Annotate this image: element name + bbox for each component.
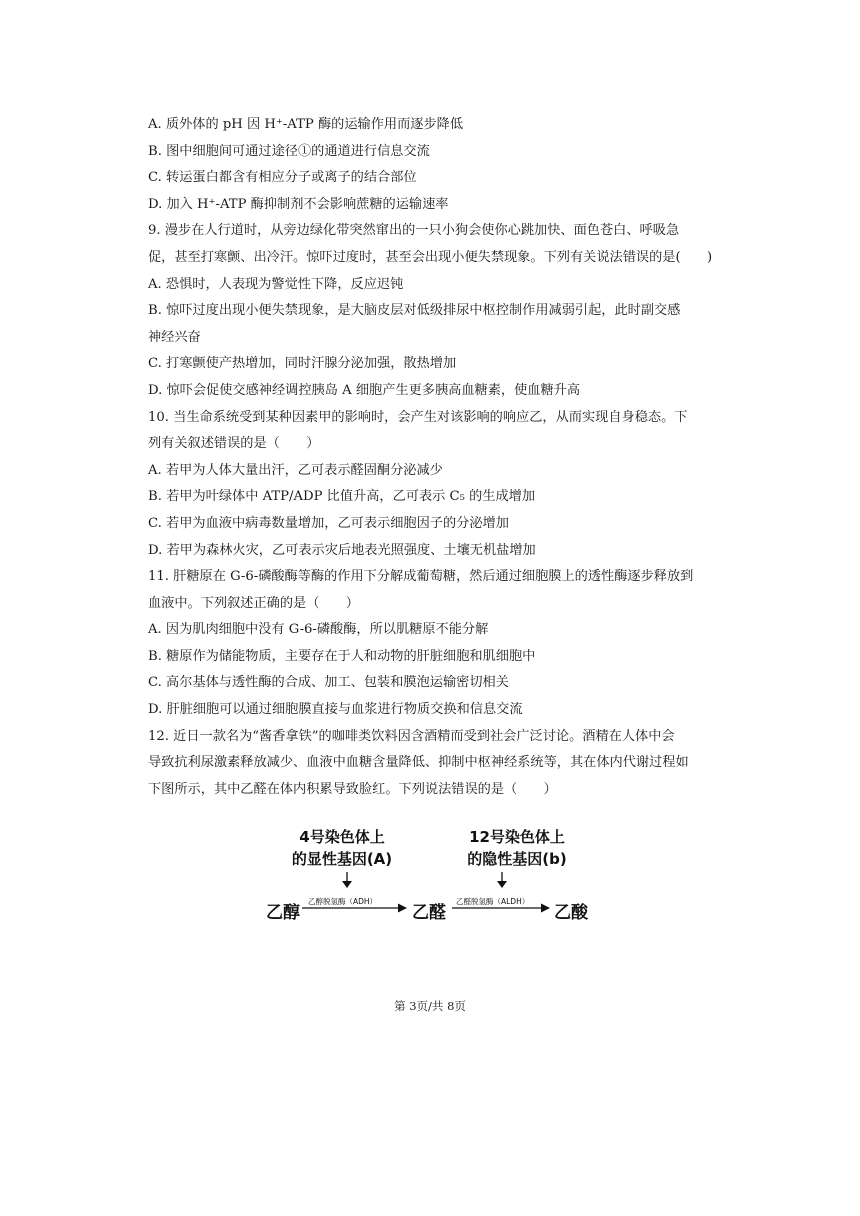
text-line: D. 若甲为森林火灾，乙可表示灾后地表光照强度、土壤无机盐增加 [148,542,536,558]
text-line: C. 若甲为血液中病毒数量增加，乙可表示细胞因子的分泌增加 [148,515,509,531]
text-line: B. 图中细胞间可通过途径①的通道进行信息交流 [148,143,430,159]
text-line: 下图所示，其中乙醛在体内积累导致脸红。下列说法错误的是（ ） [148,781,557,797]
acetaldehyde-node: 乙醛 [412,903,446,923]
gene-b-line1: 12号染色体上 [469,828,565,846]
text-line: 神经兴奋 [148,329,201,345]
enzyme-adh-label: 乙醇脱氢酶（ADH） [308,897,378,906]
text-line: C. 打寒颤使产热增加，同时汗腺分泌加强，散热增加 [148,356,457,372]
text-line: C. 转运蛋白都含有相应分子或离子的结合部位 [148,170,417,186]
text-line: 10. 当生命系统受到某种因素甲的影响时，会产生对该影响的响应乙，从而实现自身稳态。下 [148,409,688,425]
text-line: 导致抗利尿激素释放减少、血液中血糖含量降低、抑制中枢神经系统等，其在体内代谢过程如 [148,755,689,771]
text-line: A. 若甲为人体大量出汗，乙可表示醛固酮分泌减少 [148,462,443,478]
metabolism-diagram [262,826,602,936]
gene-b-line2: 的隐性基因(b) [467,850,567,868]
arrow-down-a-icon [342,872,352,888]
enzyme-aldh-label: 乙醛脱氢酶（ALDH） [456,897,530,906]
text-line: B. 若甲为叶绿体中 ATP/ADP 比值升高，乙可表示 C₅ 的生成增加 [148,489,536,505]
text-line: A. 因为肌肉细胞中没有 G-6-磷酸酶，所以肌糖原不能分解 [148,622,489,638]
text-line: 11. 肝糖原在 G-6-磷酸酶等酶的作用下分解成葡萄糖，然后通过细胞膜上的透性酶逐步释放到 [148,569,694,585]
text-line: 列有关叙述错误的是（ ） [148,436,320,452]
text-line: C. 高尔基体与透性酶的合成、加工、包装和膜泡运输密切相关 [148,675,509,691]
gene-a-line1: 4号染色体上 [299,828,385,846]
text-line: D. 惊吓会促使交感神经调控胰岛 A 细胞产生更多胰高血糖素，使血糖升高 [148,382,581,398]
text-line: B. 惊吓过度出现小便失禁现象，是大脑皮层对低级排尿中枢控制作用减弱引起，此时副交感 [148,303,681,319]
text-line: 9. 漫步在人行道时，从旁边绿化带突然窜出的一只小狗会使你心跳加快、面色苍白、呼吸急 [148,223,680,239]
text-line: 血液中。下列叙述正确的是（ ） [148,595,359,611]
text-line: D. 加入 H⁺-ATP 酶抑制剂不会影响蔗糖的运输速率 [148,196,449,212]
text-line: D. 肝脏细胞可以通过细胞膜直接与血浆进行物质交换和信息交流 [148,702,523,718]
text-line: B. 糖原作为储能物质，主要存在于人和动物的肝脏细胞和肌细胞中 [148,648,536,664]
page-footer: 第 3页/共 8页 [394,999,466,1013]
acetic-acid-node: 乙酸 [554,903,588,923]
gene-a-line2: 的显性基因(A) [291,850,393,868]
ethanol-node: 乙醇 [266,903,300,923]
question-text [148,112,718,803]
arrow-down-b-icon [497,872,507,888]
text-line: A. 恐惧时，人表现为警觉性下降，反应迟钝 [148,276,404,292]
text-line: 12. 近日一款名为“酱香拿铁”的咖啡类饮料因含酒精而受到社会广泛讨论。酒精在人体中会 [148,728,675,744]
text-line: A. 质外体的 pH 因 H⁺-ATP 酶的运输作用而逐步降低 [148,117,464,132]
text-line: 促，甚至打寒颤、出冷汗。惊吓过度时，甚至会出现小便失禁现象。下列有关说法错误的是( ) [148,249,713,265]
